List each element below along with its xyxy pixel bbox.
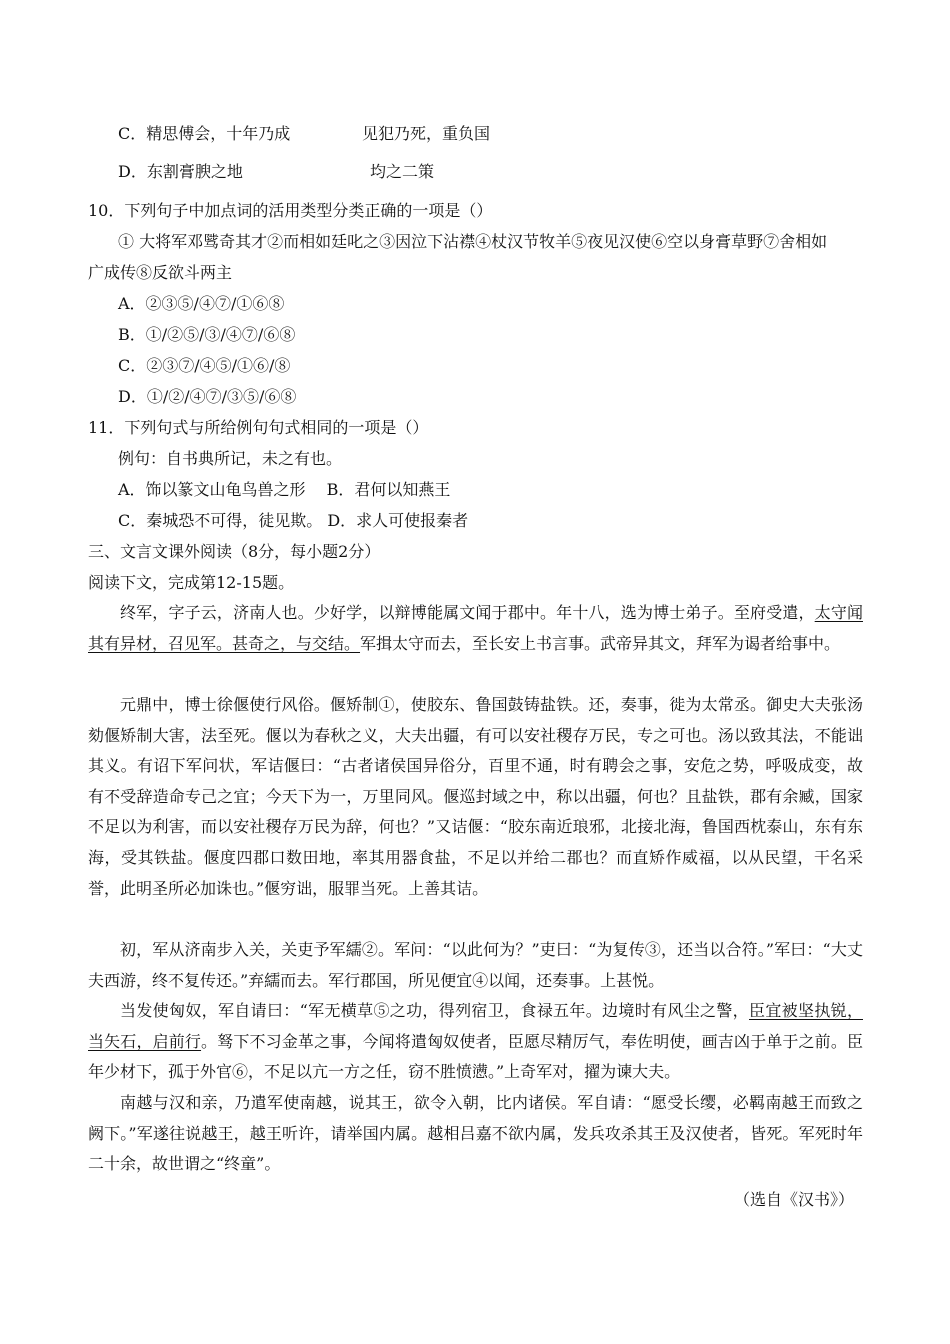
q10-option-d: D．①/②/④⑦/③⑤/⑥⑧	[118, 387, 297, 406]
passage-paragraph-5: 南越与汉和亲，乃遣军使南越，说其王，欲令入朝，比内诸侯。军自请：“愿受长缨，必羁南越王而致之阙下。”军遂往说越王，越王听许，请举国内属。越相吕嘉不欲内属，发兵攻杀其王及汉使者，皆死。军死时年二十余，故世谓之“终童”。	[88, 1093, 863, 1174]
underlined-sentence-2: 臣宜被坚执锐，当矢石，启前行	[88, 1001, 863, 1051]
q9-option-c	[118, 124, 290, 144]
q10-items-line1: ① 大将军邓骘奇其才②而相如廷叱之③因泣下沾襟④杖汉节牧羊⑤夜见汉使⑥空以身膏草野⑦舍相如	[118, 232, 828, 251]
q10-option-b: B．①/②⑤/③/④⑦/⑥⑧	[118, 325, 296, 344]
q10-option-c: C．②③⑦/④⑤/①⑥/⑧	[118, 356, 291, 375]
q11-options-row2: C．秦城恐不可得，徒见欺。 D．求人可使报秦者	[118, 511, 469, 530]
q10-items-line2: 广成传⑧反欲斗两主	[88, 263, 233, 282]
section-3-heading: 三、文言文课外阅读（8分，每小题2分）	[88, 542, 381, 561]
passage-source: （选自《汉书》）	[733, 1190, 854, 1209]
reading-instruction: 阅读下文，完成第12-15题。	[88, 573, 295, 592]
q10-stem: 10．下列句子中加点词的活用类型分类正确的一项是（）	[88, 201, 493, 220]
passage-paragraph-1: 终军，字子云，济南人也。少好学，以辩博能属文闻于郡中。年十八，选为博士弟子。至府受遣，太守闻其有异材，召见军。甚奇之，与交结。军揖太守而去，至长安上书言事。武帝异其文，拜军为谒者给事中。	[88, 603, 863, 653]
passage-paragraph-4: 当发使匈奴，军自请曰：“军无横草⑤之功，得列宿卫，食禄五年。边境时有风尘之警，臣宜被坚执锐，当矢石，启前行。驽下不习金革之事，今闻将遣匈奴使者，臣愿尽精厉气，奉佐明使，画吉凶于单于之前。臣年少材下，孤于外官⑥，不足以亢一方之任，窃不胜愤懑。”上奇军对，擢为谏大夫。	[88, 1001, 863, 1082]
passage-paragraph-2: 元鼎中，博士徐偃使行风俗。偃矫制①，使胶东、鲁国鼓铸盐铁。还，奏事，徙为太常丞。御史大夫张汤劾偃矫制大害，法至死。偃以为春秋之义，大夫出疆，有可以安社稷存万民，专之可也。汤以致其法，不能诎其义。有诏下军问状，军诘偃曰：“古者诸侯国异俗分，百里不通，时有聘会之事，安危之势，呼吸成变，故有不受辞造命专己之宜；今天下为一，万里同风。偃巡封域之中，称以出疆，何也？且盐铁，郡有余臧，国家不足以为利害，而以安社稷存万民为辞，何也？”又诘偃：“胶东南近琅邪，北接北海，鲁国西枕泰山，东有东海，受其铁盐。偃度四郡口数田地，率其用器食盐，不足以并给二郡也？而直矫作威福，以从民望，干名采誉，此明圣所必加诛也。”偃穷诎，服罪当死。上善其诘。	[88, 695, 863, 898]
q11-options-row1: A．饰以篆文山龟鸟兽之形 B．君何以知燕王	[118, 480, 451, 499]
passage-paragraph-3: 初，军从济南步入关，关吏予军繻②。军问：“以此何为？”吏曰：“为复传③，还当以合符。”军曰：“大丈夫西游，终不复传还。”弃繻而去。军行郡国，所见便宜④以闻，还奏事。上甚悦。	[88, 940, 863, 990]
q10-option-a: A．②③⑤/④⑦/①⑥⑧	[118, 294, 285, 313]
q11-stem: 11．下列句式与所给例句句式相同的一项是（）	[88, 418, 429, 437]
q9-option-d-right: 均之二策	[370, 162, 435, 181]
underlined-sentence-1: 太守闻其有异材，召见军。甚奇之，与交结。	[88, 603, 863, 653]
q9-option-d-left: D．东割膏腴之地	[118, 162, 243, 181]
q11-example: 例句：自书典所记，未之有也。	[118, 449, 343, 468]
q9-option-c-left: C．精思傅会，十年乃成	[118, 124, 291, 143]
q9-option-d	[118, 162, 243, 182]
q9-option-c-right: 见犯乃死，重负国	[362, 124, 491, 143]
